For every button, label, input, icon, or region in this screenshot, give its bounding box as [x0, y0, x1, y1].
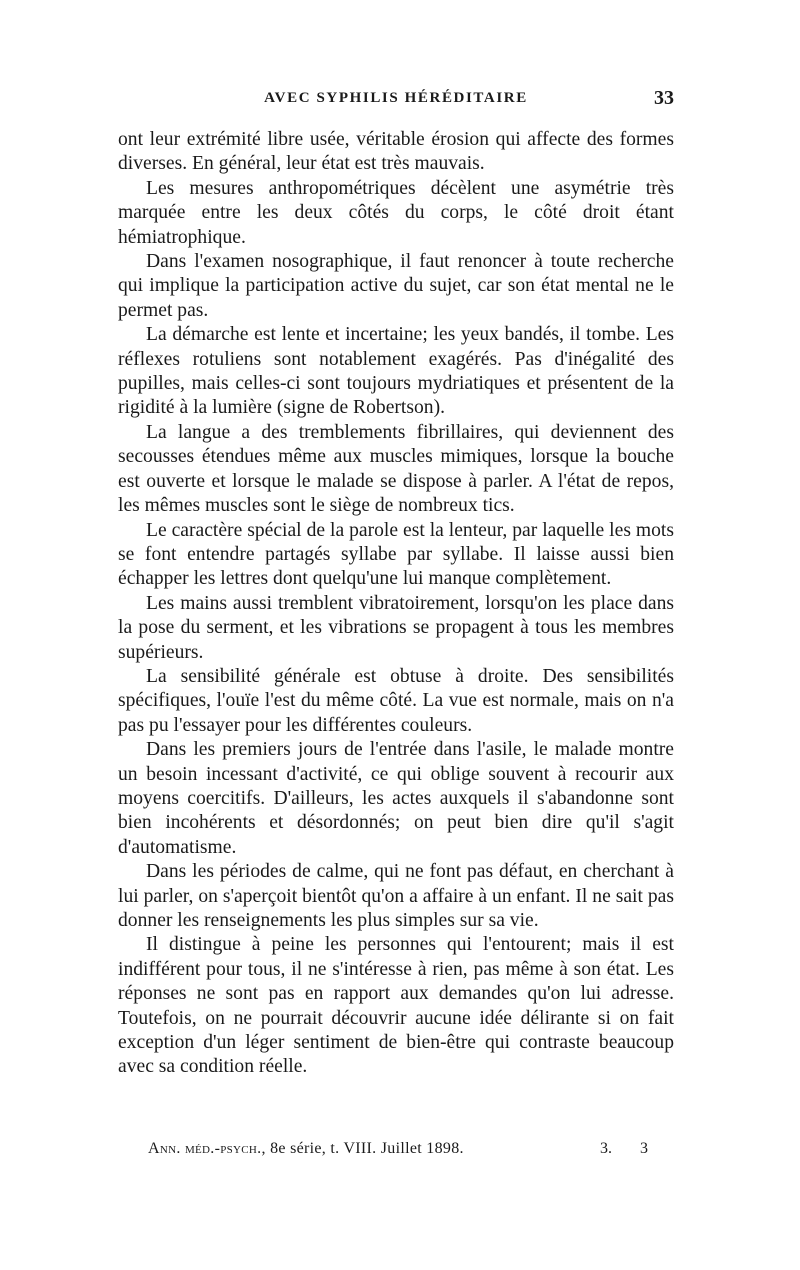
running-title: AVEC SYPHILIS HÉRÉDITAIRE [264, 90, 528, 106]
page-number: 33 [654, 87, 674, 109]
journal-series: , 8e série, t. VIII. Juillet 1898. [261, 1140, 464, 1157]
paragraph: La sensibilité générale est obtuse à droite. Des sensibilités spécifiques, l'ouïe l'est du même côté. La vue est normale, mais on n'a pas pu l'essayer pour les différentes couleurs. [118, 665, 674, 736]
signature-mark: 3. [600, 1140, 612, 1157]
signature-number: 3 [640, 1140, 648, 1157]
paragraph: Les mains aussi tremblent vibratoirement, lorsqu'on les place dans la pose du serment, et les vibrations se propagent à tous les membres supérieurs. [118, 592, 674, 663]
paragraph: Le caractère spécial de la parole est la lenteur, par laquelle les mots se font entendre partagés syllabe par syllabe. Il laisse aussi bien échapper les lettres dont quelqu'une lui manque complètement. [118, 519, 674, 590]
journal-abbrev: Ann. méd.-psych. [148, 1140, 262, 1157]
paragraph: La démarche est lente et incertaine; les yeux bandés, il tombe. Les réflexes rotuliens sont notablement exagérés. Pas d'inégalité des pupilles, mais celles-ci sont toujours mydriatiques et présentent de la rigidité à la lumière (signe de Robertson). [118, 324, 674, 419]
page-header [118, 87, 674, 116]
page-footer [148, 1140, 648, 1164]
paragraph: Les mesures anthropométriques décèlent une asymétrie très marquée entre les deux côtés du corps, le côté droit étant hémiatrophique. [118, 177, 674, 248]
paragraph: Il distingue à peine les personnes qui l'entourent; mais il est indifférent pour tous, il ne s'intéresse à rien, pas même à son état. Les réponses ne sont pas en rapport aux demandes qu'on lui adresse. Toutefois, on ne pourrait découvrir aucune idée délirante si on fait exception d'un léger sentiment de bien-être qui contraste beaucoup avec sa condition réelle. [118, 934, 674, 1078]
paragraph: La langue a des tremblements fibrillaires, qui deviennent des secousses étendues même aux muscles mimiques, lorsque la bouche est ouverte et lorsque le malade se dispose à parler. A l'état de repos, les mêmes muscles sont le siège de nombreux tics. [118, 421, 674, 517]
paragraph: Dans l'examen nosographique, il faut renoncer à toute recherche qui implique la participation active du sujet, car son état mental ne le permet pas. [118, 251, 674, 321]
journal-reference [148, 1140, 464, 1158]
body-text [118, 128, 674, 1080]
paragraph: Dans les premiers jours de l'entrée dans l'asile, le malade montre un besoin incessant d'activité, ce qui oblige souvent à recourir aux moyens coercitifs. D'ailleurs, les actes auxquels il s'abandonne sont bien incohérents et désordonnés; on peut bien dire qu'il s'agit d'automatisme. [118, 739, 674, 858]
paragraph: Dans les périodes de calme, qui ne font pas défaut, en cherchant à lui parler, on s'aperçoit bientôt qu'on a affaire à un enfant. Il ne sait pas donner les renseignements les plus simples sur sa vie. [118, 861, 674, 931]
paragraph: ont leur extrémité libre usée, véritable érosion qui affecte des formes diverses. En général, leur état est très mauvais. [118, 129, 674, 175]
